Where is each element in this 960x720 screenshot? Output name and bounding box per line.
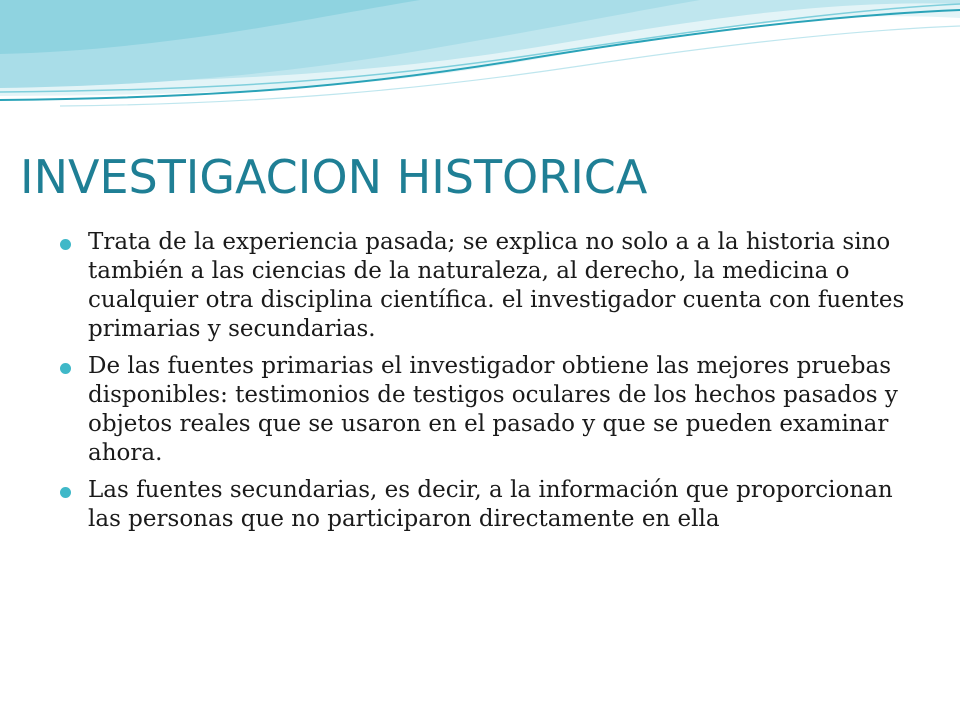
bullet-dot-icon bbox=[60, 487, 71, 498]
bullet-item bbox=[56, 476, 916, 534]
bullet-dot-icon bbox=[60, 239, 71, 250]
bullet-item bbox=[56, 228, 916, 344]
header-wave-decoration bbox=[0, 0, 960, 120]
bullet-dot-icon bbox=[60, 363, 71, 374]
bullet-item bbox=[56, 352, 916, 468]
bullet-text: De las fuentes primarias el investigador obtiene las mejores pruebas disponibles: testimonios de testigos oculares de los hechos pasados y objetos reales que se usaron en el pasado y que se pueden examinar ahora. bbox=[88, 353, 898, 466]
bullet-text: Trata de la experiencia pasada; se explica no solo a a la historia sino también a las ciencias de la naturaleza, al derecho, la medicina o cualquier otra disciplina científica. el investigador cuenta con fuentes primarias y secundarias. bbox=[88, 229, 905, 342]
bullet-text: Las fuentes secundarias, es decir, a la información que proporcionan las personas que no participaron directamente en ella bbox=[88, 477, 893, 532]
slide-title: INVESTIGACION HISTORICA bbox=[20, 150, 648, 204]
bullet-list bbox=[56, 228, 916, 542]
